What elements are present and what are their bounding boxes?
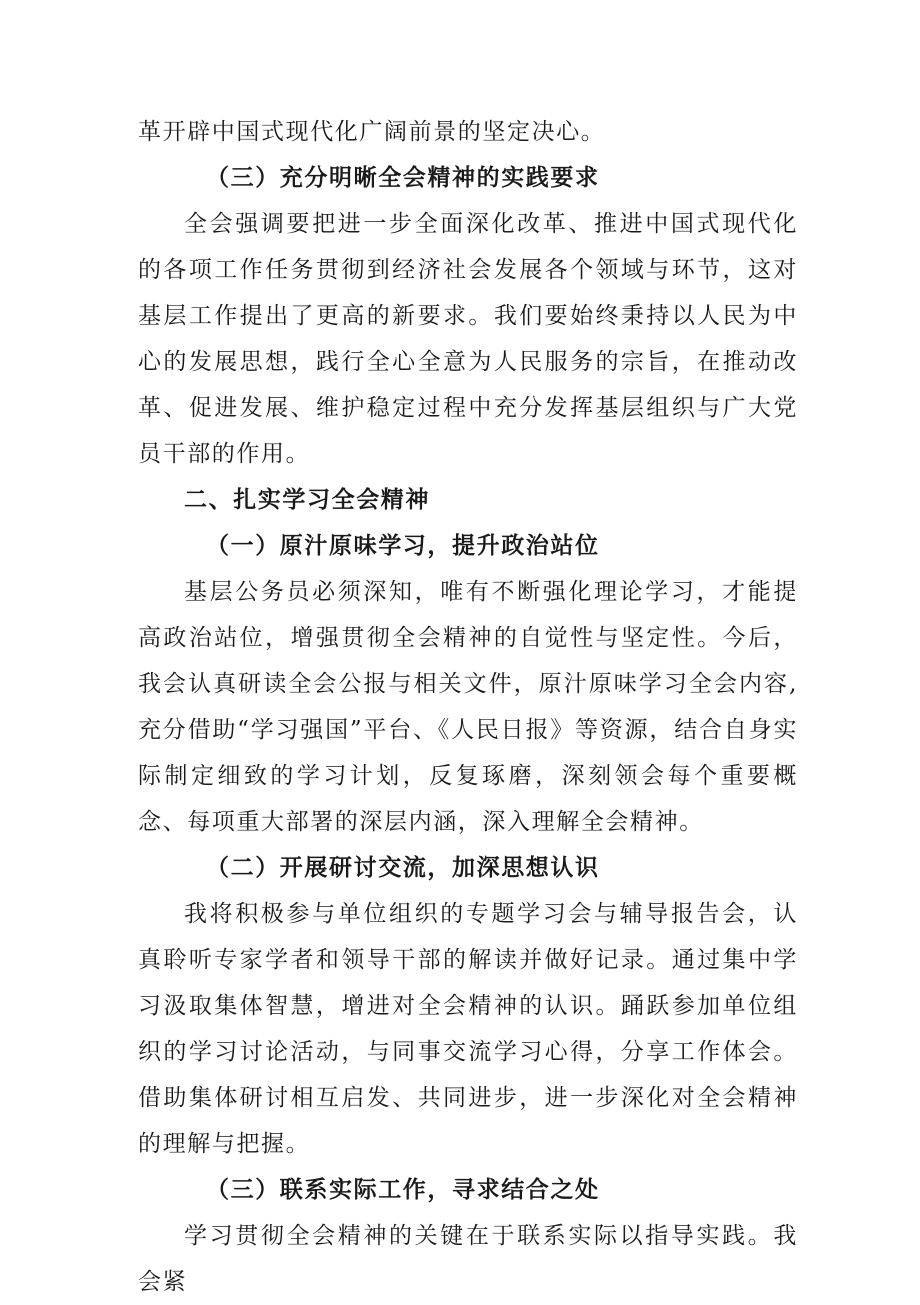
subsection-heading-1: （一）原汁原味学习，提升政治站位 (206, 533, 600, 559)
paragraph-continued: 革开辟中国式现代化广阔前景的坚定决心。 (138, 119, 606, 145)
paragraph-practice-requirements: 全会强调要把进一步全面深化改革、推进中国式现代化的各项工作任务贯彻到经济社会发展各个领域与环节，这对基层工作提出了更高的新要求。我们要始终秉持以人民为中心的发展思想，践行全心全意为人民服务的宗旨，在推动改革、促进发展、维护稳定过程中充分发挥基层组织与广大党员干部的作用。 (138, 211, 798, 467)
paragraph-discussion-exchange: 我将积极参与单位组织的专题学习会与辅导报告会，认真聆听专家学者和领导干部的解读并做好记录。通过集中学习汲取集体智慧，增进对全会精神的认识。踊跃参加单位组织的学习讨论活动，与同事交流学习心得，分享工作体会。借助集体研讨相互启发、共同进步，进一步深化对全会精神的理解与把握。 (138, 901, 798, 1157)
subsection-heading-3: （三）充分明晰全会精神的实践要求 (206, 165, 600, 191)
subsection-heading-3b: （三）联系实际工作，寻求结合之处 (206, 1177, 600, 1203)
section-heading-2: 二、扎实学习全会精神 (184, 487, 430, 513)
subsection-heading-2: （二）开展研讨交流，加深思想认识 (206, 855, 600, 881)
document-body (138, 109, 798, 1305)
paragraph-study-original: 基层公务员必须深知，唯有不断强化理论学习，才能提高政治站位，增强贯彻全会精神的自觉性与坚定性。今后，我会认真研读全会公报与相关文件，原汁原味学习全会内容,充分借助“学习强国”平台、《人民日报》等资源，结合自身实际制定细致的学习计划，反复琢磨，深刻领会每个重要概念、每项重大部署的深层内涵，深入理解全会精神。 (138, 579, 798, 835)
paragraph-practical-work: 学习贯彻全会精神的关键在于联系实际以指导实践。我会紧 (138, 1223, 798, 1295)
